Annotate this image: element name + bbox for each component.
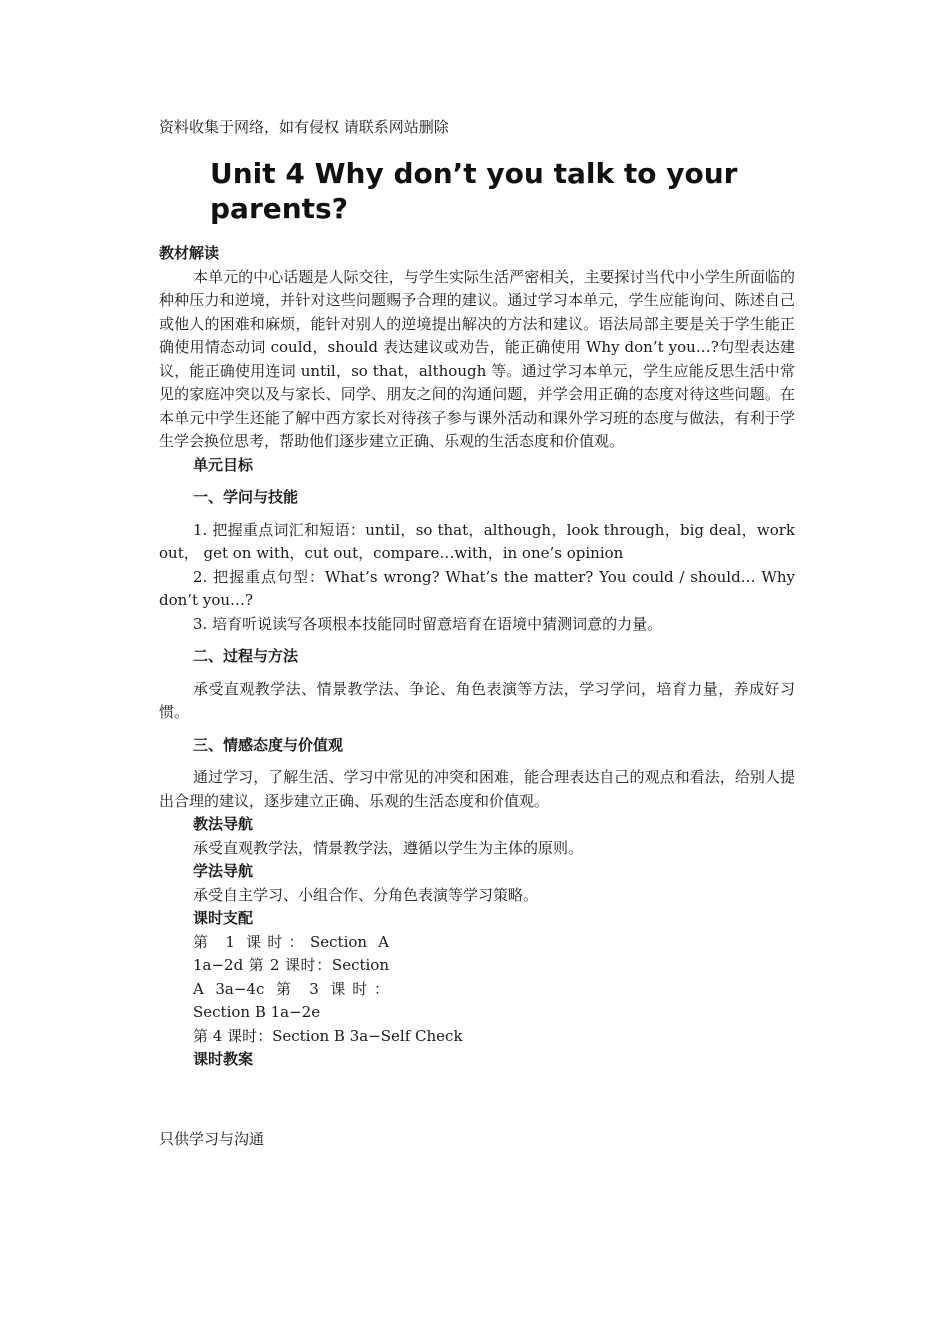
textbook-paragraph: 本单元的中心话题是人际交往，与学生实际生活严密相关，主要探讨当代中小学生所面临的种种压力和逆境，并针对这些问题赐予合理的建议。通过学习本单元，学生应能询问、陈述自己或他人的困难和麻烦，能针对别人的逆境提出解决的方法和建议。语法局部主要是关于学生能正确使用情态动词 could，should 表达建议或劝告，能正确使用 Why don’t you…?句型表达建议，能正确使用连词 until，so that，although 等。通过学习本单元，学生应能反思生活中常见的家庭冲突以及与家长、同学、朋友之间的沟通问题，并学会用正确的态度对待这些问题。在本单元中学生还能了解中西方家长对待孩子参与课外活动和课外学习班的态度与做法，有利于学生学会换位思考，帮助他们逐步建立正确、乐观的生活态度和价值观。 bbox=[159, 267, 795, 450]
process-heading: 二、过程与方法 bbox=[193, 647, 299, 665]
document-body bbox=[159, 242, 795, 1072]
lesson-plan-heading: 课时教案 bbox=[193, 1050, 254, 1068]
textbook-heading: 教材解读 bbox=[159, 244, 220, 262]
emotion-heading: 三、情感态度与价值观 bbox=[193, 735, 344, 754]
teaching-text: 承受直观教学法，情景教学法，遵循以学生为主体的原则。 bbox=[193, 838, 584, 857]
knowledge-item-1: 1. 把握重点词汇和短语：until，so that，although，look through，big deal，work out， get on with，cut out，compare…with，in one’s opinion bbox=[159, 520, 795, 562]
header-note: 资料收集于网络，如有侵权 请联系网站删除 bbox=[159, 118, 449, 136]
page-title: Unit 4 Why don’t you talk to your parents? bbox=[210, 157, 738, 225]
knowledge-heading: 一、学问与技能 bbox=[193, 488, 299, 506]
learning-text: 承受自主学习、小组合作、分角色表演等学习策略。 bbox=[193, 885, 539, 904]
knowledge-item-3: 3. 培育听说读写各项根本技能同时留意培育在语境中猜测词意的力量。 bbox=[193, 614, 663, 633]
knowledge-item-2: 2. 把握重点句型：What’s wrong? What’s the matter? You could / should… Why don’t you…? bbox=[159, 567, 795, 609]
schedule-last: 第 4 课时：Section B 3a−Self Check bbox=[193, 1026, 463, 1045]
emotion-paragraph: 通过学习，了解生活、学习中常见的冲突和困难，能合理表达自己的观点和看法，给别人提出合理的建议，逐步建立正确、乐观的生活态度和价值观。 bbox=[159, 768, 795, 810]
schedule-heading: 课时支配 bbox=[193, 909, 254, 927]
process-paragraph: 承受直观教学法、情景教学法、争论、角色表演等方法，学习学问，培育力量，养成好习惯。 bbox=[159, 679, 795, 721]
footer-note: 只供学习与沟通 bbox=[159, 1130, 265, 1148]
learning-heading: 学法导航 bbox=[193, 862, 254, 880]
teaching-heading: 教法导航 bbox=[193, 815, 254, 833]
schedule-block: 第 1 课时：Section A 1a−2d 第 2 课时：Section A 3a−4c 第 3 课时：Section B 1a−2e bbox=[193, 932, 389, 1021]
goals-heading: 单元目标 bbox=[193, 455, 254, 474]
